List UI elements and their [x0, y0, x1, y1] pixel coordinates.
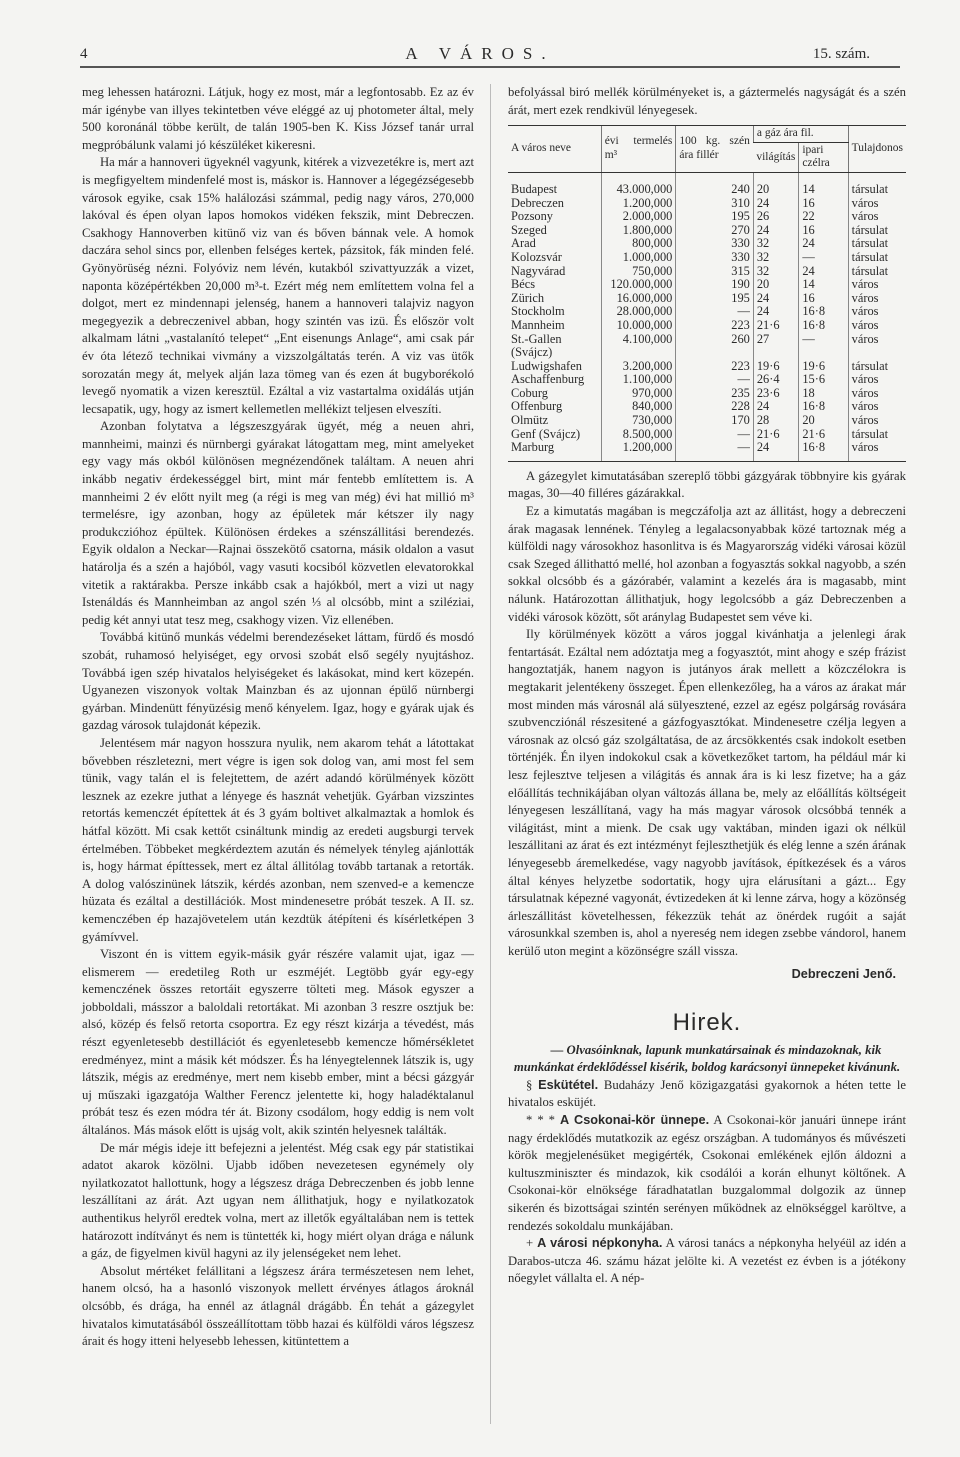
table-row — [508, 373, 906, 387]
article-paragraph: Ha már a hannoveri ügyeknél vagyunk, kitérek a vizvezetékre is, mert azt is megfigyeltem mindenfelé most is, máskor is. Hannover a légegézségesebb városok egyike, csak 15% halálozási számmal, pedig nagy város, 270,000 lakóval és épen olyan lapos homokos vidéken fekszik, mint Debreczen. Csakhogy Hannoverben kitünő viz van és bőven bánnak vele. A homok daczára sehol sincs por, ellenben felséges kertek, pázsitok, fák minden felé. Gyönyörüség nézni. Folyóviz nem lévén, kutakból szivattyuzzák a vizet, naponta középértékben 20,000 m³-t. Ezért még nem említettem volna fel a dolgot, mert ez mindennapi jelenség, hanem a hannoveri talajviz nagyon megegyezik a debreczenivel abban, hogy szintén vas izü. És először volt alkalmam látni „vastalanító telepet“ „Ent eisenungs Anlage“, ami csak pár év óta létező technikai vivmány a vizszolgáltatás terén. A viz vas ütők sorozatán megy át, melyek alján laza tömeg van és ezen át bugyborékoló levegő nyomatik a vizen keresztül. Ezáltal a viz vastartalma oxidálás utján lecsapatik, ugy, hogy az ismert kellemetlen mellékizt teljesen elveszíti. — [82, 155, 474, 416]
news-marker: * * * — [526, 1113, 560, 1128]
col-header-gas-price: a gáz ára fil. — [753, 126, 848, 143]
cell-industrial-price: 22 — [799, 210, 848, 224]
cell-owner: város — [848, 333, 906, 360]
news-marker: + — [526, 1236, 538, 1251]
cell-coal-price: 260 — [676, 333, 754, 360]
news-item — [508, 1112, 906, 1235]
table-row — [508, 428, 906, 442]
newspaper-title: A VÁROS. — [405, 44, 555, 63]
cell-owner: város — [848, 210, 906, 224]
cell-city: Genf (Svájcz) — [511, 426, 581, 441]
cell-coal-price: 223 — [676, 319, 754, 333]
cell-production: 10.000,000 — [601, 319, 676, 333]
cell-city: Zürich — [511, 290, 545, 305]
cell-production: 1.000,000 — [601, 251, 676, 265]
issue-number: 15. szám. — [812, 46, 870, 62]
cell-industrial-price: 16·8 — [799, 400, 848, 414]
table-row — [508, 333, 906, 360]
cell-lighting-price: 23·6 — [753, 387, 798, 401]
news-item-title: A Csokonai-kör ünnepe. — [560, 1113, 710, 1128]
table-row — [508, 278, 906, 292]
cell-city: Debreczen — [511, 195, 564, 210]
cell-coal-price: — — [676, 373, 754, 387]
cell-city: Nagyvárad — [511, 263, 566, 278]
cell-industrial-price: 16·8 — [799, 441, 848, 461]
cell-city: Coburg — [511, 385, 548, 400]
cell-owner: társulat — [848, 360, 906, 374]
cell-industrial-price: 16·8 — [799, 305, 848, 319]
cell-coal-price: 170 — [676, 414, 754, 428]
cell-city: Olmütz — [511, 413, 549, 428]
cell-owner: társulat — [848, 265, 906, 279]
table-row — [508, 414, 906, 428]
cell-industrial-price: 16 — [799, 224, 848, 238]
cell-owner: város — [848, 441, 906, 461]
cell-coal-price: — — [676, 305, 754, 319]
cell-lighting-price: 21·6 — [753, 428, 798, 442]
cell-city: Arad — [511, 236, 536, 251]
right-paragraphs — [508, 468, 906, 961]
cell-coal-price: — — [676, 441, 754, 461]
cell-coal-price: 315 — [676, 265, 754, 279]
cell-owner: társulat — [848, 224, 906, 238]
cell-lighting-price: 28 — [753, 414, 798, 428]
col-header-industrial: ipari czélra — [799, 142, 848, 172]
table-row — [508, 197, 906, 211]
cell-production: 1.100,000 — [601, 373, 676, 387]
cell-coal-price: 270 — [676, 224, 754, 238]
cell-production: 2.000,000 — [601, 210, 676, 224]
cell-production: 16.000,000 — [601, 292, 676, 306]
table-row — [508, 305, 906, 319]
cell-lighting-price: 24 — [753, 441, 798, 461]
page-number: 4 — [80, 46, 88, 62]
gas-price-table — [508, 125, 906, 462]
cell-city: Offenburg — [511, 399, 563, 414]
cell-coal-price: 330 — [676, 237, 754, 251]
cell-production: 730,000 — [601, 414, 676, 428]
cell-owner: társulat — [848, 237, 906, 251]
table-row — [508, 237, 906, 251]
right-intro-text: befolyással biró mellék körülményeket is, a gáztermelés nagyságát és a szén árát, mert ezek rendkivül lényegesek. — [508, 85, 906, 117]
news-items — [508, 1077, 906, 1288]
cell-production: 970,000 — [601, 387, 676, 401]
cell-industrial-price: 19·6 — [799, 360, 848, 374]
cell-production: 750,000 — [601, 265, 676, 279]
cell-owner: város — [848, 197, 906, 211]
article-paragraph: A gázegylet kimutatásában szereplő többi gázgyárak többnyire kis gyárak magas, 30—40 filléres gázárakkal. — [508, 468, 906, 501]
cell-city: Bécs — [511, 277, 536, 292]
cell-production: 120.000,000 — [601, 278, 676, 292]
col-header-lighting: világítás — [753, 142, 798, 172]
cell-city: St.-Gallen (Svájcz) — [511, 331, 562, 360]
cell-industrial-price: 24 — [799, 265, 848, 279]
cell-industrial-price: — — [799, 333, 848, 360]
cell-industrial-price: 16 — [799, 292, 848, 306]
cell-industrial-price: — — [799, 251, 848, 265]
table-row — [508, 441, 906, 461]
article-paragraph: Viszont én is vittem egyik-másik gyár részére valamit ujat, igaz — elismerem — eredetileg Roth ur eszméjét. Legtöbb gyár egy-egy kemenczének összes retortáit egyszerre tölteti meg. Mások egyszer a jobboldali, másszor a baloldali retortákat. Mi azonban 3 reszre osztjuk be: alsó, közép és felső retorta csoportra. Ez egy részt kizárja a tévedést, más részt egyenletesebb destillációt és egyenletesebb kemencze hőmérsékletet eredményez, mint a másik két módszer. És ha lényegtelennek látszik is, ugy látszik, mégis az eredménye, mert nem kisebb ember, mint a bécsi gázgyár uj műszaki igazgatója Walther Ferencz jelentette ki, hogy haladéktalanul próbát tesz és ezen módra tér át. Bizony csodálom, hogy eddig is nem volt általános. Más mások előtt is ujság volt, akik szintén helyesnek találták. — [82, 947, 474, 1138]
cell-coal-price: 235 — [676, 387, 754, 401]
article-paragraph: Ily körülmények között a város joggal kivánhatja a jelenlegi árak fentartását. Ezáltal nem adóztatja meg a fogyasztót, mint ahogy e szép frázist hangoztatják, hanem nagyon is jutányos árak mellett a közczélokra is megtakarit jelentékeny összeget. Épen ellenkezőleg, ha a város az árakat már most minden más városnál alá sülyesztené, ezzel az egész polgárság rovására szubvencziónál részesitené a gázfogyasztókat. Mindenesetre czélja legyen a városnak az olcsó gáz szolgáltatása, de az árcsökkentés csak indokolt esetben történjék. Én ilyen indokokul csak a következőket tartom, ha például már ki lesz fejlesztve teljesen a világitás és annak ára is ki lesz fizetve; ha a gáz előállítás technikájában olyan változás állana be, mely az előállítás költségeit lényegesen leszállítaná, vagy ha más magyar városok olcsóbbá tennék a világitást, mint a mienk. De csak ugy vaktában, minden igazi ok nélkül leszállitani az árat és ezt intézményt fejleszthetjük és elég lenne a szén árának lényegesebb áremelkedése, vagy nagyobb javítások, építkezések és a város által kényes helyzetbe sodortatik, hogy ujra elárusítani a gázt... Egy társulatnak képezné vagyonát, évtizedeken át ki lenne zárva, hogy a közönség árleszállitást követelhessen, fékezzük tehát az önérdek rugóit a saját városunkkal szemben is, ahol a nyereség nem idegen zsebbe vándorol, hanem kerülő uton megint a közönségre száll vissza. — [508, 627, 906, 958]
article-paragraph: Absolut mértéket felállitani a légszesz árára természetesen nem lehet, hanem olcsó, ha a hasonló viszonyok mellett érvényes átlagos ároknál olcsóbb, és drága, ha ennél az átlagnál drágább. Én tehát a gázegylet hivatalos kimutatásából összeállítottam több hazai és külföldi város légszesz árait és hogy itteni helyesebb lehessen, kitüntettem a — [82, 1263, 474, 1349]
table-row — [508, 210, 906, 224]
cell-lighting-price: 32 — [753, 237, 798, 251]
cell-owner: város — [848, 319, 906, 333]
cell-coal-price: 195 — [676, 292, 754, 306]
col-header-owner: Tulajdonos — [848, 126, 906, 173]
cell-industrial-price: 16 — [799, 197, 848, 211]
cell-owner: város — [848, 414, 906, 428]
cell-city: Pozsony — [511, 209, 553, 224]
table-row — [508, 400, 906, 414]
cell-coal-price: 310 — [676, 197, 754, 211]
news-item — [508, 1235, 906, 1288]
news-item-text: A városi tanács a népkonyha helyéül az idén a Darabos-utcza 46. számu házat jelölte ki. A vezetést ez évben is a jótékony nőegylet vállalta el. A nép- — [508, 1236, 907, 1286]
cell-lighting-price: 24 — [753, 224, 798, 238]
cell-city: Marburg — [508, 441, 601, 461]
cell-lighting-price: 21·6 — [753, 319, 798, 333]
cell-lighting-price: 26·4 — [753, 373, 798, 387]
cell-lighting-price: 20 — [753, 278, 798, 292]
cell-lighting-price: 24 — [753, 305, 798, 319]
table-row — [508, 360, 906, 374]
cell-owner: társulat — [848, 428, 906, 442]
cell-production: 28.000,000 — [601, 305, 676, 319]
cell-owner: város — [848, 292, 906, 306]
cell-industrial-price: 18 — [799, 387, 848, 401]
cell-lighting-price: 19·6 — [753, 360, 798, 374]
cell-coal-price: 228 — [676, 400, 754, 414]
cell-coal-price: 195 — [676, 210, 754, 224]
cell-city: Szeged — [511, 222, 547, 237]
cell-owner: város — [848, 373, 906, 387]
left-column — [82, 84, 474, 1351]
column-divider — [490, 84, 491, 1424]
cell-industrial-price: 24 — [799, 237, 848, 251]
cell-production: 1.200,000 — [601, 441, 676, 461]
cell-coal-price: 330 — [676, 251, 754, 265]
gas-table-body — [508, 172, 906, 461]
cell-coal-price: 223 — [676, 360, 754, 374]
table-row — [508, 224, 906, 238]
news-marker: § — [526, 1077, 539, 1092]
cell-production: 3.200,000 — [601, 360, 676, 374]
header-rule — [80, 66, 900, 68]
cell-lighting-price: 20 — [753, 172, 798, 196]
table-row — [508, 265, 906, 279]
cell-lighting-price: 24 — [753, 292, 798, 306]
cell-coal-price: — — [676, 428, 754, 442]
cell-owner: társulat — [848, 251, 906, 265]
news-heading: Hirek. — [672, 1009, 742, 1037]
cell-city: Kolozsvár — [511, 249, 562, 264]
cell-industrial-price: 16·8 — [799, 319, 848, 333]
page-header — [60, 38, 900, 62]
table-row — [508, 387, 906, 401]
cell-city: Ludwigshafen — [511, 358, 582, 373]
cell-lighting-price: 32 — [753, 251, 798, 265]
news-item — [508, 1077, 906, 1112]
table-row — [508, 319, 906, 333]
cell-production: 840,000 — [601, 400, 676, 414]
article-paragraph: Továbbá kitünő munkás védelmi berendezéseket láttam, fürdő és mosdó szobát, ruhamosó helyiséget, egy orvosi szobát első segély nyujtáshoz. Továbbá igen szép hivatalos helyiségeket és lakásokat, mind kert közepén. Ugyanezen viszonyok voltak Mainzban és az ujonnan épülő nürnbergi gyárban. Mindenütt fényüzésig menő kényelem. Igaz, hogy e gyárak ujak és gazdag városok tulajdonát képezik. — [82, 630, 474, 733]
col-header-city: A város neve — [508, 126, 601, 173]
cell-city: Aschaffenburg — [511, 372, 585, 387]
cell-city: Stockholm — [511, 304, 565, 319]
cell-lighting-price: 27 — [753, 333, 798, 360]
cell-production: 1.200,000 — [601, 197, 676, 211]
cell-owner: város — [848, 305, 906, 319]
cell-lighting-price: 24 — [753, 400, 798, 414]
table-row — [508, 292, 906, 306]
article-paragraph: De már mégis ideje itt befejezni a jelentést. Még csak egy pár statistikai adatot akarok közölni. Ujabb időben nevezetesen egynémely oly nyilatkozatot hallottunk, hogy a légszesz drága Debreczenben és jobb lenne leszállítani az árát. Azt ugyan nem állithatjuk, hogy e nyilatkozatok authentikus helyről eredtek volna, mert az illetők egyáltalában nem is tettek határozott indítványt és nem is tüntették ki, hogy miért olyan drága e nálunk a gáz, de figyelmen kivül hagyni az ily jelenségeket nem lehet. — [82, 1140, 474, 1261]
cell-production: 43.000,000 — [601, 172, 676, 196]
news-item-text: A Csokonai-kör januári ünnepe iránt nagy érdeklődés mutatkozik az egész országban. A tudományos és művészeti körök megjelenésüket megigérték, Csokonai emlékének ejlőn áldozni a kultuszminiszter és mindazok, kik csodálói a korán elhunyt költőnek. A Csokonai-kör elnöksége fáradhatatlan buzgalommal dolgozik az ünnep sikerén és bizottságai szintén serényen működnek az elnökséggel karöltve, a rendezés sokoldalu munkájában. — [508, 1113, 906, 1233]
cell-production: 1.800,000 — [601, 224, 676, 238]
cell-industrial-price: 14 — [799, 278, 848, 292]
cell-owner: város — [848, 400, 906, 414]
cell-owner: társulat — [848, 172, 906, 196]
cell-industrial-price: 14 — [799, 172, 848, 196]
right-column — [508, 84, 906, 1288]
table-row — [508, 251, 906, 265]
cell-industrial-price: 20 — [799, 414, 848, 428]
article-paragraph: Azonban folytatva a légszeszgyárak ügyét, még a neuen ahri, mannheimi, mainzi és nürnbergi gyárakat látogattam meg, mint amelyeket egy vagy más okból különösen megnézendőnek találtam. A neuen ahri inkább negativ érdekességgel birt, mint már fentebb említettem is. A mannheimi 2 év előtt nyilt meg (a régi is meg van még) évi hat millió m³ termelésre, igy azonban, hogy az épületek már kétszer ily nagy produkczióhoz épültek. Különösen érdekes a szénszállitási berendezés. Egyik oldalon a Neckar—Rajnai összekötő csatorna, másik oldalon a vasut határolja és a szén a hajóból, vagy vasuti kocsiból közvetlen elevatorokkal vitetik a raktárakba. Persze inkább csak a hajókból, mert a vizi ut nagy Istenáldás és Mannheimban az angol szén ⅓ al olcsóbb, mint a sziléziai, pedig két annyi utat tesz meg, csakhogy vizen. Viz ellenében. — [82, 419, 474, 627]
table-row — [508, 172, 906, 196]
article-paragraph: Ez a kimutatás magában is megczáfolja azt az állitást, hogy a debreczeni árak magasak lennének. Tényleg a legalacsonyabbak közé tartoznak még a külföldi nagy városokhoz hasonlitva is és Magyarország vidéki városai közül csak Szeged állithattó mellé, hol azonban a fogyasztás sokkal nagyobb, a szén sokkal olcsóbb és a gázórabér, valamint a kezelés ára is magasabb, mint nálunk. Határozottan állithatjuk, hogy legolcsóbb a gáz Debreczenben a vidéki városok között, sőt aránylag Budapestet sem véve ki. — [508, 504, 906, 624]
cell-production: 4.100,000 — [601, 333, 676, 360]
cell-lighting-price: 24 — [753, 197, 798, 211]
cell-lighting-price: 32 — [753, 265, 798, 279]
col-header-coal: 100 kg. szén ára fillér — [676, 126, 754, 173]
news-item-text: Budaházy Jenő közigazgatási gyakornok a héten tette le hivatalos esküjét. — [508, 1077, 906, 1110]
cell-lighting-price: 26 — [753, 210, 798, 224]
author-signature: Debreczeni Jenő. — [791, 967, 896, 982]
cell-coal-price: 190 — [676, 278, 754, 292]
holiday-greeting: — Olvasóinknak, lapunk munkatársainak és mindazoknak, kik munkánkat érdeklődéssel kisérik, boldog karácsonyi ünnepeket kivánunk. — [513, 1042, 901, 1075]
article-paragraph: Jelentésem már nagyon hosszura nyulik, nem akarom tehát a látottakat bővebben részletezni, mert végre is igen sok dolog van, ami most fel sem tünik, vagy talán el is felejtettem, de azért adandó körülmények között lesznek az ezekre juthat a lényege és hasznát vehetjük. Gyárban vizszintes retortás kemenczét építettek át és 3 gyám boltivet alkalmaztak a homlok és hátfal között. Mi csak kettőt csináltunk mindig az eredeti augsburgi tervek értelmében. Többeket megkérdeztem azután és némelyek tényleg ajánlották is, hogy hármat építtessek, mert ez által állitólag tovább tartanak a retorták. A dolog valószinünek látszik, kérdés azonban, nem szenved-e a kemencze hüzata és ezáltal a destillációk. Most mindenesetre próbát teszek. A II. sz. kemenczében ép hazajövetelem után kezdtük átépíteni és kísérletképen 3 gyámívvel. — [82, 735, 474, 944]
cell-owner: város — [848, 387, 906, 401]
col-header-production: évi termelés m³ — [601, 126, 676, 173]
cell-owner: város — [848, 278, 906, 292]
news-item-title: Eskütétel. — [538, 1077, 599, 1092]
news-item-title: A városi népkonyha. — [537, 1236, 663, 1251]
article-paragraph: meg lehessen határozni. Látjuk, hogy ez most, már a legfontosabb. Ez az év már igénybe van illyes tekintetben véve eléggé az uj photometer által, mely 500 koronánál többe került, de talán 1905-ben K. Kiss József tanár urral megpróbálunk valami jó készüléket kikeresni. — [82, 85, 474, 152]
cell-production: 8.500,000 — [601, 428, 676, 442]
cell-coal-price: 240 — [676, 172, 754, 196]
cell-industrial-price: 15·6 — [799, 373, 848, 387]
cell-industrial-price: 21·6 — [799, 428, 848, 442]
cell-city: Budapest — [511, 181, 558, 196]
cell-production: 800,000 — [601, 237, 676, 251]
cell-city: Mannheim — [511, 317, 565, 332]
